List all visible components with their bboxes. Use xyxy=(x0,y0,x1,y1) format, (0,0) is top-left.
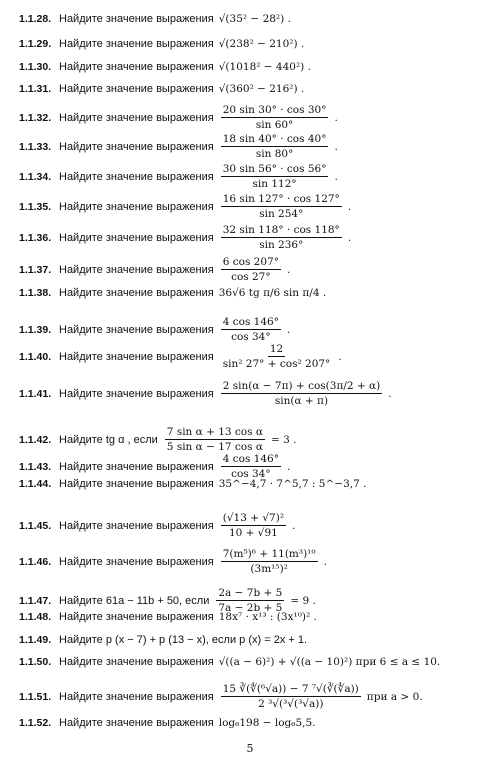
fraction-denominator: sin 80° xyxy=(255,148,294,161)
problem-number: 1.1.40. xyxy=(19,350,52,363)
fraction-denominator: sin 60° xyxy=(255,119,294,132)
fraction-numerator: 2a − 7b + 5 xyxy=(216,587,284,601)
fraction-denominator: cos 34° xyxy=(231,331,271,344)
fraction xyxy=(221,193,342,220)
fraction-numerator: (√13 + √7)² xyxy=(221,512,286,526)
fraction-denominator: sin(α + π) xyxy=(274,395,329,408)
expression-tail: . xyxy=(286,460,291,473)
inline-expression: log₆198 − log₆5,5. xyxy=(218,717,316,729)
problem-item xyxy=(19,61,490,73)
fraction-numerator: 12 xyxy=(268,343,285,357)
fraction xyxy=(221,380,383,407)
problem-item xyxy=(19,38,490,50)
problem-number: 1.1.30. xyxy=(19,61,52,73)
fraction-denominator: cos 34° xyxy=(231,468,271,481)
math-expression xyxy=(219,316,291,343)
fraction xyxy=(221,256,281,283)
problem-number: 1.1.41. xyxy=(19,387,52,400)
problem-item xyxy=(19,717,490,729)
math-expression xyxy=(219,287,326,299)
math-expression xyxy=(219,717,316,729)
inline-expression: 35^−4,7 · 7^5,7 : 5^−3,7 . xyxy=(218,478,367,490)
inline-expression: √(238² − 210²) . xyxy=(218,38,305,50)
problem-text: Найдите p (x − 7) + p (13 − x), если p (x) = 2x + 1. xyxy=(59,634,308,646)
fraction-numerator: 18 sin 40° · cos 40° xyxy=(221,133,329,147)
math-expression xyxy=(219,38,305,50)
problem-text: Найдите значение выражения xyxy=(59,656,214,668)
fraction-numerator: 7 sin α + 13 cos α xyxy=(165,426,265,440)
fraction xyxy=(221,683,361,710)
problem-item xyxy=(19,478,490,490)
fraction-denominator: 5 sin α − 17 cos α xyxy=(166,441,263,454)
problem-number: 1.1.37. xyxy=(19,263,52,276)
expression-tail: = 9 . xyxy=(290,594,316,607)
fraction xyxy=(221,453,281,480)
math-expression xyxy=(219,193,351,220)
fraction-denominator: sin 112° xyxy=(252,178,297,191)
fraction xyxy=(221,343,333,370)
problem-item xyxy=(19,133,490,160)
expression-tail: . xyxy=(347,231,352,244)
fraction-numerator: 6 cos 207° xyxy=(221,256,281,270)
math-expression xyxy=(219,343,342,370)
problem-text: Найдите значение выражения xyxy=(59,460,214,473)
inline-expression: √(360² − 216²) . xyxy=(218,83,305,95)
problem-number: 1.1.38. xyxy=(19,287,52,299)
fraction-denominator: sin 254° xyxy=(259,208,304,221)
fraction-denominator: 7a − 2b + 5 xyxy=(218,602,283,615)
problem-number: 1.1.51. xyxy=(19,690,52,703)
math-expression xyxy=(219,683,423,710)
math-expression xyxy=(219,13,291,25)
problem-text: Найдите значение выражения xyxy=(59,323,214,336)
math-expression xyxy=(219,104,338,131)
fraction xyxy=(165,426,265,453)
problem-item xyxy=(19,683,490,710)
problem-number: 1.1.29. xyxy=(19,38,52,50)
problem-text: Найдите значение выражения xyxy=(59,13,214,25)
problem-number: 1.1.52. xyxy=(19,717,52,729)
math-expression xyxy=(219,453,291,480)
problem-item xyxy=(19,163,490,190)
problem-number: 1.1.42. xyxy=(19,433,52,446)
expression-tail: . xyxy=(286,263,291,276)
math-expression xyxy=(219,478,367,490)
fraction xyxy=(221,316,281,343)
problem-text: Найдите значение выражения xyxy=(59,287,214,299)
problem-text: Найдите значение выражения xyxy=(59,387,214,400)
expression-tail: . xyxy=(334,170,338,183)
expression-tail: . xyxy=(323,555,327,568)
fraction-numerator: 20 sin 30° · cos 30° xyxy=(221,104,329,118)
problem-text: Найдите значение выражения xyxy=(59,263,214,276)
fraction-numerator: 16 sin 127° · cos 127° xyxy=(221,193,342,207)
problem-text: Найдите значение выражения xyxy=(59,61,214,73)
problem-number: 1.1.39. xyxy=(19,323,52,336)
problem-number: 1.1.49. xyxy=(19,634,52,646)
inline-expression: √(1018² − 440²) . xyxy=(218,61,311,73)
problem-text: Найдите значение выражения xyxy=(59,519,214,532)
expression-tail: . xyxy=(334,140,338,153)
math-expression xyxy=(219,224,351,251)
fraction xyxy=(221,512,286,539)
fraction-numerator: 30 sin 56° · cos 56° xyxy=(221,163,329,177)
problem-text: Найдите значение выражения xyxy=(59,350,214,363)
expression-tail: . xyxy=(347,200,352,213)
fraction-denominator: sin 236° xyxy=(259,239,304,252)
problem-text: Найдите значение выражения xyxy=(59,83,214,95)
problem-text: Найдите значение выражения xyxy=(59,170,214,183)
inline-expression: √((a − 6)²) + √((a − 10)²) при 6 ≤ a ≤ 10. xyxy=(218,656,441,668)
expression-tail: . xyxy=(292,519,296,532)
fraction-numerator: 7(m⁵)⁶ + 11(m³)¹⁰ xyxy=(221,548,318,562)
math-expression xyxy=(219,163,338,190)
problem-text: Найдите tg α , если xyxy=(59,433,158,446)
problem-number: 1.1.33. xyxy=(19,140,52,153)
inline-expression: 36√6 tg π/6 sin π/4 . xyxy=(218,287,327,299)
fraction-numerator: 4 cos 146° xyxy=(221,453,281,467)
problem-number: 1.1.50. xyxy=(19,656,52,668)
problem-item xyxy=(19,13,490,25)
problem-text: Найдите значение выражения xyxy=(59,38,214,50)
fraction xyxy=(221,133,329,160)
problem-item xyxy=(19,453,490,480)
expression-tail: . xyxy=(338,350,342,363)
expression-tail: = 3 . xyxy=(270,433,297,446)
problem-item xyxy=(19,224,490,251)
math-expression xyxy=(219,61,311,73)
problem-item xyxy=(19,104,490,131)
problem-number: 1.1.34. xyxy=(19,170,52,183)
problem-item xyxy=(19,343,490,370)
problem-number: 1.1.32. xyxy=(19,111,52,124)
problem-number: 1.1.47. xyxy=(19,594,52,607)
problem-text: Найдите 61a − 11b + 50, если xyxy=(59,594,210,607)
expression-tail: . xyxy=(334,111,338,124)
fraction-numerator: 32 sin 118° · cos 118° xyxy=(221,224,342,238)
expression-tail: . xyxy=(286,323,291,336)
fraction-denominator: sin² 27° + cos² 207° xyxy=(222,358,331,371)
problem-number: 1.1.44. xyxy=(19,478,52,490)
problem-text: Найдите значение выражения xyxy=(59,231,214,244)
problem-number: 1.1.48. xyxy=(19,611,52,623)
problem-text: Найдите значение выражения xyxy=(59,555,214,568)
problem-item xyxy=(19,634,490,646)
fraction xyxy=(221,104,329,131)
math-expression xyxy=(219,83,305,95)
problem-item xyxy=(19,380,490,407)
problem-item xyxy=(19,656,490,668)
math-expression xyxy=(219,380,392,407)
problem-item xyxy=(19,426,490,453)
problem-item xyxy=(19,512,490,539)
fraction-denominator: 10 + √91 xyxy=(228,527,278,540)
expression-tail: при a > 0. xyxy=(366,690,423,703)
fraction-denominator: cos 27° xyxy=(231,271,271,284)
problem-text: Найдите значение выражения xyxy=(59,200,214,213)
fraction xyxy=(221,224,342,251)
fraction xyxy=(221,548,318,575)
problem-text: Найдите значение выражения xyxy=(59,717,214,729)
inline-expression: 18x⁷ · x¹³ : (3x¹⁰)² . xyxy=(218,611,317,623)
fraction-denominator: 2 ³√(³√(³√a)) xyxy=(258,698,324,711)
fraction-numerator: 2 sin(α − 7π) + cos(3π/2 + α) xyxy=(221,380,383,394)
problem-item xyxy=(19,548,490,575)
expression-tail: . xyxy=(388,387,392,400)
fraction xyxy=(221,163,329,190)
problem-text: Найдите значение выражения xyxy=(59,140,214,153)
problem-number: 1.1.43. xyxy=(19,460,52,473)
page-number: 5 xyxy=(246,742,254,755)
problem-text: Найдите значение выражения xyxy=(59,111,214,124)
fraction-numerator: 15 ∛(∜(⁶√a)) − 7 ⁷√(∛(∜a)) xyxy=(221,683,361,697)
math-expression xyxy=(163,426,297,453)
problem-number: 1.1.35. xyxy=(19,200,52,213)
math-expression xyxy=(219,512,296,539)
math-expression xyxy=(219,133,338,160)
problem-item xyxy=(19,193,490,220)
math-expression xyxy=(219,256,291,283)
problem-item xyxy=(19,287,490,299)
math-expression xyxy=(219,656,441,668)
problem-text: Найдите значение выражения xyxy=(59,478,214,490)
problem-number: 1.1.31. xyxy=(19,83,52,95)
problem-text: Найдите значение выражения xyxy=(59,690,214,703)
problem-item xyxy=(19,83,490,95)
problem-number: 1.1.46. xyxy=(19,555,52,568)
problem-number: 1.1.36. xyxy=(19,231,52,244)
math-expression xyxy=(219,548,327,575)
problem-item xyxy=(19,316,490,343)
problem-item xyxy=(19,611,490,623)
problem-number: 1.1.45. xyxy=(19,519,52,532)
problem-text: Найдите значение выражения xyxy=(59,611,214,623)
fraction-denominator: (3m¹⁵)² xyxy=(250,563,288,576)
inline-expression: √(35² − 28²) . xyxy=(218,13,291,25)
math-expression xyxy=(219,611,317,623)
problem-item xyxy=(19,256,490,283)
fraction-numerator: 4 cos 146° xyxy=(221,316,281,330)
problem-number: 1.1.28. xyxy=(19,13,52,25)
